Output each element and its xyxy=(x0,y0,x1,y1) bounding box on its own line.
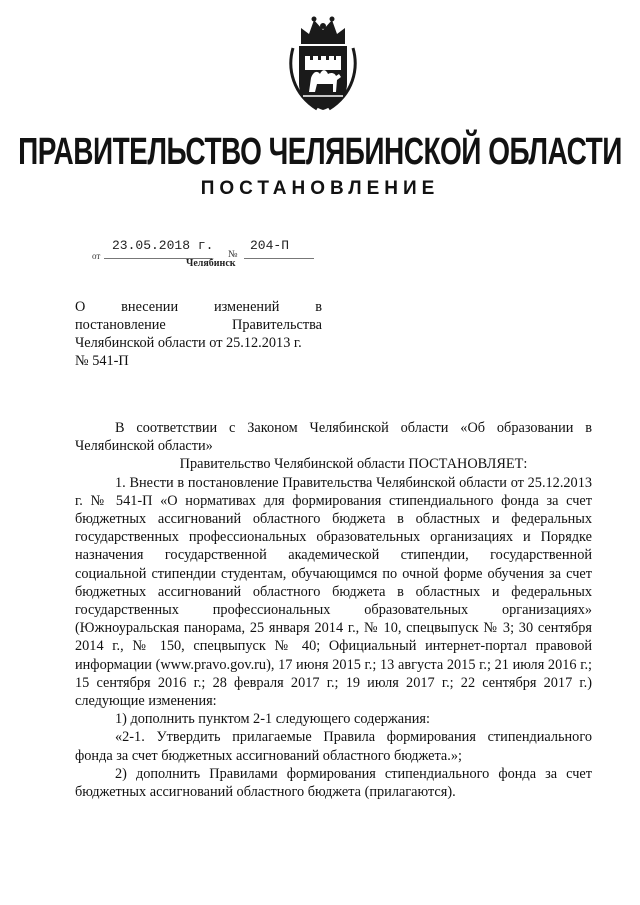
organization-title: ПРАВИТЕЛЬСТВО ЧЕЛЯБИНСКОЙ ОБЛАСТИ xyxy=(18,130,622,172)
document-type-title: ПОСТАНОВЛЕНИЕ xyxy=(200,178,440,199)
document-number: 204-П xyxy=(250,238,290,253)
date-prefix: от xyxy=(92,251,101,261)
body-paragraph: 2) дополнить Правилами формирования стипендиального фонда за счет бюджетных ассигнований областного бюджета (прилагаются). xyxy=(75,765,592,801)
body-paragraph: 1. Внести в постановление Правительства Челябинской области от 25.12.2013 г. № 541-П «О нормативах для формирования стипендиального фонда за счет бюджетных ассигнований областного бюджета в областных и федеральных государственных профессиональных образовательных организациях и Порядке назначения государственной академической стипендии, государственной социальной стипендии студентам, обучающимся по очной форме обучения за счет бюджетных ассигнований областного бюджета в областных и федеральных государственных профессиональных образовательных организациях» (Южноуральская панорама, 25 января 2014 г., № 10, спецвыпуск № 3; 30 сентября 2014 г., № 150, спецвыпуск № 40; Официальный интернет-портал правовой информации (www.pravo.gov.ru), 17 июня 2015 г.; 13 августа 2015 г.; 21 июля 2016 г.; 15 сентября 2016 г.; 28 февраля 2017 г.; 19 июля 2017 г.; 22 сентября 2017 г.) следующие изменения: xyxy=(75,474,592,710)
subject-line: постановление Правительства xyxy=(75,317,322,333)
document-subject xyxy=(75,298,322,370)
document-body xyxy=(75,419,592,801)
resolution-line: Правительство Челябинской области ПОСТАНОВЛЯЕТ: xyxy=(179,456,528,473)
body-paragraph: В соответствии с Законом Челябинской области «Об образовании в Челябинской области» xyxy=(75,420,592,455)
body-paragraph: «2-1. Утвердить прилагаемые Правила формирования стипендиального фонда за счет бюджетных ассигнований областного бюджета.»; xyxy=(75,729,592,764)
body-paragraph: 1) дополнить пунктом 2-1 следующего содержания: xyxy=(115,711,430,728)
number-prefix: № xyxy=(228,249,238,260)
subject-line: О внесении изменений в xyxy=(75,299,322,315)
subject-line: Челябинской области от 25.12.2013 г. xyxy=(75,335,302,351)
subject-line: № 541-П xyxy=(75,353,129,369)
coat-of-arms-icon xyxy=(287,14,359,114)
city-label: Челябинск xyxy=(186,258,236,269)
document-date: 23.05.2018 г. xyxy=(112,238,214,253)
number-underline xyxy=(244,258,314,259)
